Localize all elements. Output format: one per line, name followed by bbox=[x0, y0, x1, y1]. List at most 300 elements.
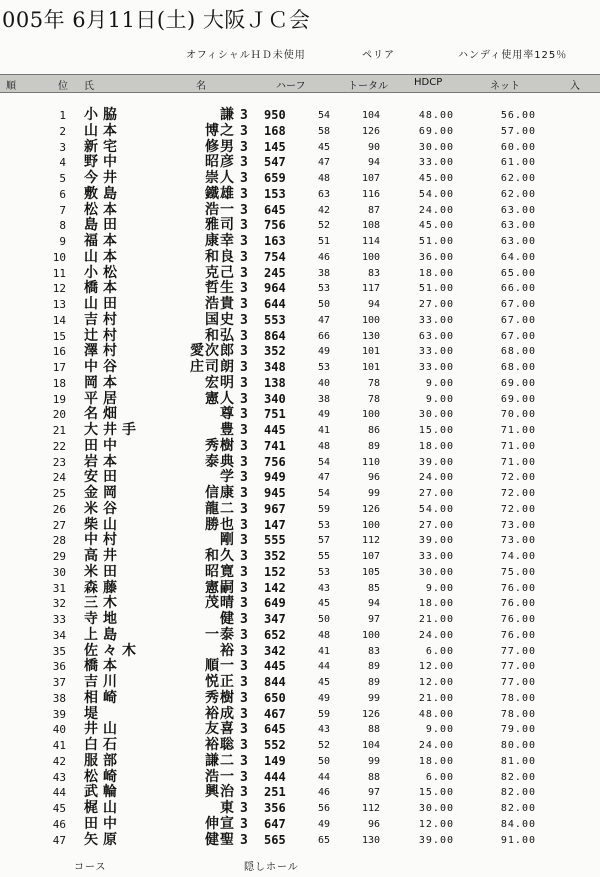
row-code: 3 bbox=[240, 596, 248, 612]
table-row bbox=[0, 549, 600, 565]
table-row bbox=[0, 833, 600, 849]
row-second-half: 54 bbox=[317, 488, 330, 499]
row-surname: 岡本 bbox=[84, 374, 122, 391]
row-given-name: 友喜 bbox=[205, 721, 235, 738]
row-total: 94 bbox=[367, 299, 380, 310]
row-half-score: 251 bbox=[264, 785, 286, 800]
row-second-half: 53 bbox=[317, 519, 330, 531]
row-surname: 橋本 bbox=[84, 658, 122, 675]
row-rank: 33 bbox=[52, 613, 66, 626]
row-total: 96 bbox=[367, 818, 380, 830]
row-total: 87 bbox=[367, 204, 380, 216]
row-second-half: 50 bbox=[317, 755, 330, 767]
row-second-half: 52 bbox=[317, 740, 330, 751]
table-row bbox=[0, 281, 600, 297]
row-net: 61.00 bbox=[500, 157, 536, 169]
row-total: 105 bbox=[361, 566, 380, 578]
row-rank: 4 bbox=[59, 156, 66, 170]
row-half-score: 356 bbox=[264, 801, 286, 815]
row-code: 3 bbox=[240, 801, 248, 816]
row-rank: 27 bbox=[52, 518, 66, 532]
row-second-half: 43 bbox=[317, 582, 330, 594]
row-code: 3 bbox=[240, 249, 248, 265]
row-given-name: 博之 bbox=[205, 122, 235, 139]
row-net: 73.00 bbox=[500, 535, 536, 547]
row-code: 3 bbox=[240, 612, 248, 627]
row-given-name: 信康 bbox=[205, 485, 235, 501]
row-second-half: 59 bbox=[317, 503, 330, 515]
header-total: トータル bbox=[348, 81, 388, 92]
row-second-half: 46 bbox=[317, 251, 330, 263]
row-rank: 7 bbox=[59, 203, 66, 217]
row-total: 100 bbox=[361, 251, 380, 263]
table-row bbox=[0, 486, 600, 502]
row-code: 3 bbox=[240, 423, 248, 438]
row-second-half: 55 bbox=[317, 551, 330, 562]
row-half-score: 741 bbox=[264, 438, 286, 453]
row-given-name: 裕成 bbox=[205, 705, 235, 722]
table-row bbox=[0, 407, 600, 423]
row-code: 3 bbox=[240, 564, 248, 580]
row-net: 65.00 bbox=[500, 267, 536, 279]
row-second-half: 41 bbox=[317, 425, 330, 436]
table-row bbox=[0, 581, 600, 597]
row-net: 57.00 bbox=[500, 125, 536, 137]
header-net: ネット bbox=[490, 81, 520, 92]
row-half-score: 950 bbox=[264, 108, 286, 122]
row-rank: 6 bbox=[59, 187, 66, 201]
row-net: 82.00 bbox=[500, 787, 536, 799]
row-code: 3 bbox=[240, 391, 248, 407]
row-second-half: 51 bbox=[317, 236, 330, 247]
row-code: 3 bbox=[240, 171, 248, 186]
row-code: 3 bbox=[240, 234, 248, 249]
row-rank: 37 bbox=[52, 676, 66, 689]
row-second-half: 44 bbox=[317, 771, 330, 783]
row-half-score: 342 bbox=[264, 643, 286, 658]
row-surname: 服部 bbox=[84, 752, 122, 769]
row-rank: 8 bbox=[59, 219, 66, 233]
table-row bbox=[0, 612, 600, 628]
row-total: 83 bbox=[367, 645, 380, 657]
row-net: 68.00 bbox=[500, 346, 536, 358]
row-net: 78.00 bbox=[500, 708, 536, 720]
row-given-name: 豊 bbox=[220, 422, 235, 438]
table-row bbox=[0, 817, 600, 833]
row-code: 3 bbox=[240, 155, 248, 171]
row-given-name: 和久 bbox=[205, 548, 235, 564]
row-second-half: 47 bbox=[317, 472, 330, 484]
row-given-name: 伸宣 bbox=[205, 815, 235, 832]
row-half-score: 467 bbox=[264, 706, 286, 721]
row-surname: 吉村 bbox=[84, 311, 122, 328]
row-second-half: 47 bbox=[317, 157, 330, 169]
row-half-score: 347 bbox=[264, 612, 286, 626]
row-net: 77.00 bbox=[500, 677, 536, 688]
row-hdcp: 54.00 bbox=[418, 503, 454, 515]
header-half: ハーフ bbox=[276, 81, 306, 92]
row-given-name: 秀樹 bbox=[205, 689, 235, 706]
row-given-name: 裕 bbox=[220, 642, 235, 659]
row-code: 3 bbox=[240, 816, 248, 832]
row-surname: 福本 bbox=[84, 233, 122, 249]
row-hdcp: 30.00 bbox=[418, 566, 454, 578]
row-hdcp: 30.00 bbox=[418, 141, 454, 153]
table-row bbox=[0, 596, 600, 612]
row-rank: 19 bbox=[52, 392, 66, 406]
row-total: 116 bbox=[361, 188, 380, 200]
row-given-name: 茂晴 bbox=[205, 595, 235, 612]
row-second-half: 50 bbox=[317, 614, 330, 625]
row-net: 69.00 bbox=[500, 377, 536, 389]
row-net: 82.00 bbox=[500, 771, 536, 783]
row-half-score: 352 bbox=[264, 549, 286, 563]
row-code: 3 bbox=[240, 769, 248, 785]
row-hdcp: 9.00 bbox=[425, 377, 454, 389]
row-surname: 田中 bbox=[84, 437, 122, 454]
row-given-name: 憲嗣 bbox=[205, 579, 235, 596]
row-half-score: 754 bbox=[264, 249, 286, 264]
row-given-name: 和良 bbox=[205, 248, 235, 265]
row-rank: 12 bbox=[52, 282, 66, 296]
row-second-half: 66 bbox=[317, 330, 330, 342]
row-given-name: 東 bbox=[220, 800, 235, 816]
row-code: 3 bbox=[240, 123, 248, 139]
table-row bbox=[0, 218, 600, 234]
row-hdcp: 51.00 bbox=[418, 283, 454, 295]
table-row bbox=[0, 423, 600, 439]
header-hdcp: HDCP bbox=[414, 77, 443, 88]
row-hdcp: 30.00 bbox=[418, 409, 454, 421]
row-net: 76.00 bbox=[500, 614, 536, 625]
row-code: 3 bbox=[240, 706, 248, 722]
row-surname: 島田 bbox=[84, 217, 122, 234]
row-given-name: 昭彦 bbox=[205, 154, 235, 171]
row-second-half: 49 bbox=[317, 692, 330, 704]
row-hdcp: 33.00 bbox=[418, 314, 454, 326]
row-rank: 18 bbox=[52, 376, 66, 390]
row-total: 89 bbox=[367, 661, 380, 673]
row-hdcp: 63.00 bbox=[418, 330, 454, 342]
row-half-score: 444 bbox=[264, 769, 286, 784]
row-hdcp: 21.00 bbox=[418, 692, 454, 704]
row-second-half: 38 bbox=[317, 267, 330, 279]
row-half-score: 547 bbox=[264, 155, 286, 170]
row-rank: 38 bbox=[52, 691, 66, 705]
row-given-name: 謙 bbox=[220, 107, 235, 123]
row-second-half: 48 bbox=[317, 173, 330, 184]
row-half-score: 163 bbox=[264, 234, 286, 248]
row-code: 3 bbox=[240, 218, 248, 234]
row-half-score: 864 bbox=[264, 328, 286, 343]
header-position: 位 bbox=[58, 81, 68, 92]
row-half-score: 647 bbox=[264, 816, 286, 831]
row-hdcp: 6.00 bbox=[425, 771, 454, 783]
row-net: 72.00 bbox=[500, 472, 536, 484]
row-half-score: 552 bbox=[264, 738, 286, 752]
row-code: 3 bbox=[240, 375, 248, 391]
row-code: 3 bbox=[240, 785, 248, 801]
row-rank: 13 bbox=[52, 298, 66, 311]
row-total: 110 bbox=[361, 456, 380, 468]
row-given-name: 健 bbox=[220, 611, 235, 627]
table-row bbox=[0, 124, 600, 140]
row-given-name: 浩一 bbox=[205, 201, 235, 218]
row-total: 99 bbox=[367, 692, 380, 704]
row-total: 112 bbox=[361, 803, 380, 814]
row-surname: 中谷 bbox=[84, 359, 122, 375]
row-half-score: 555 bbox=[264, 533, 286, 548]
row-hdcp: 18.00 bbox=[418, 440, 454, 452]
row-rank: 43 bbox=[52, 770, 66, 784]
row-rank: 21 bbox=[52, 424, 66, 437]
row-given-name: 克己 bbox=[205, 264, 235, 281]
row-surname: 堤 bbox=[84, 705, 103, 722]
row-second-half: 42 bbox=[317, 204, 330, 216]
row-second-half: 45 bbox=[317, 141, 330, 153]
row-second-half: 44 bbox=[317, 661, 330, 673]
row-second-half: 47 bbox=[317, 314, 330, 326]
row-half-score: 138 bbox=[264, 375, 286, 390]
header-entry: 入 bbox=[570, 81, 580, 92]
row-hdcp: 9.00 bbox=[425, 582, 454, 594]
table-row bbox=[0, 250, 600, 266]
row-given-name: 学 bbox=[220, 469, 235, 486]
table-row bbox=[0, 785, 600, 801]
row-total: 126 bbox=[361, 125, 380, 137]
footer-hidden-holes: 隠しホール bbox=[244, 862, 299, 873]
row-total: 100 bbox=[361, 409, 380, 421]
row-second-half: 52 bbox=[317, 220, 330, 232]
row-rank: 25 bbox=[52, 487, 66, 500]
row-half-score: 340 bbox=[264, 391, 286, 406]
row-half-score: 245 bbox=[264, 265, 286, 280]
table-row bbox=[0, 675, 600, 691]
row-half-score: 949 bbox=[264, 470, 286, 485]
official-hd-note: オフィシャルＨＤ未使用 bbox=[186, 50, 306, 61]
row-hdcp: 12.00 bbox=[418, 661, 454, 673]
row-net: 68.00 bbox=[500, 362, 536, 373]
table-row bbox=[0, 392, 600, 408]
row-net: 79.00 bbox=[500, 724, 536, 736]
row-hdcp: 9.00 bbox=[425, 724, 454, 736]
table-row bbox=[0, 644, 600, 660]
row-rank: 34 bbox=[52, 628, 66, 642]
row-second-half: 45 bbox=[317, 677, 330, 688]
row-hdcp: 54.00 bbox=[418, 188, 454, 200]
row-code: 3 bbox=[240, 202, 248, 218]
row-net: 63.00 bbox=[500, 220, 536, 232]
row-second-half: 54 bbox=[317, 110, 330, 121]
row-surname: 三木 bbox=[84, 595, 122, 612]
row-rank: 23 bbox=[52, 455, 66, 469]
row-code: 3 bbox=[240, 690, 248, 706]
row-hdcp: 21.00 bbox=[418, 614, 454, 625]
row-second-half: 48 bbox=[317, 440, 330, 452]
row-half-score: 168 bbox=[264, 123, 286, 138]
row-hdcp: 33.00 bbox=[418, 362, 454, 373]
row-rank: 9 bbox=[59, 235, 66, 248]
row-half-score: 967 bbox=[264, 501, 286, 516]
row-given-name: 国史 bbox=[205, 311, 235, 328]
results-table bbox=[0, 108, 600, 848]
row-rank: 45 bbox=[52, 802, 66, 815]
row-rank: 28 bbox=[52, 534, 66, 548]
row-hdcp: 18.00 bbox=[418, 598, 454, 610]
row-total: 130 bbox=[361, 834, 380, 846]
row-given-name: 裕聡 bbox=[205, 737, 235, 753]
row-surname: 小松 bbox=[84, 264, 122, 281]
row-hdcp: 33.00 bbox=[418, 551, 454, 562]
row-net: 81.00 bbox=[500, 755, 536, 767]
row-half-score: 751 bbox=[264, 407, 286, 422]
row-half-score: 964 bbox=[264, 281, 286, 296]
row-total: 96 bbox=[367, 472, 380, 484]
header-rank-mark: 順 bbox=[6, 81, 16, 92]
row-surname: 柴山 bbox=[84, 516, 122, 533]
row-surname: 安田 bbox=[84, 469, 122, 486]
row-second-half: 63 bbox=[317, 188, 330, 200]
row-net: 56.00 bbox=[500, 110, 536, 121]
row-total: 107 bbox=[361, 551, 380, 562]
row-code: 3 bbox=[240, 517, 248, 533]
table-row bbox=[0, 108, 600, 124]
row-total: 88 bbox=[367, 771, 380, 783]
row-given-name: 健聖 bbox=[205, 831, 235, 848]
table-row bbox=[0, 533, 600, 549]
row-second-half: 49 bbox=[317, 818, 330, 830]
row-total: 108 bbox=[361, 220, 380, 232]
row-net: 74.00 bbox=[500, 551, 536, 562]
row-surname: 小脇 bbox=[84, 107, 122, 123]
row-code: 3 bbox=[240, 186, 248, 202]
row-surname: 寺地 bbox=[84, 611, 122, 627]
row-surname: 米谷 bbox=[84, 500, 122, 517]
row-half-score: 756 bbox=[264, 218, 286, 233]
row-given-name: 修男 bbox=[205, 138, 235, 155]
row-given-name: 龍二 bbox=[205, 500, 235, 517]
row-code: 3 bbox=[240, 438, 248, 454]
row-net: 77.00 bbox=[500, 645, 536, 657]
row-net: 91.00 bbox=[500, 834, 536, 846]
row-second-half: 49 bbox=[317, 409, 330, 421]
row-rank: 31 bbox=[52, 581, 66, 595]
row-given-name: 尊 bbox=[220, 406, 235, 423]
row-net: 69.00 bbox=[500, 393, 536, 405]
row-second-half: 65 bbox=[317, 834, 330, 846]
row-given-name: 哲生 bbox=[205, 280, 235, 297]
row-code: 3 bbox=[240, 659, 248, 675]
table-row bbox=[0, 376, 600, 392]
row-total: 97 bbox=[367, 614, 380, 625]
row-surname: 松崎 bbox=[84, 768, 122, 785]
table-row bbox=[0, 565, 600, 581]
row-net: 76.00 bbox=[500, 629, 536, 641]
row-net: 64.00 bbox=[500, 251, 536, 263]
row-net: 76.00 bbox=[500, 582, 536, 594]
table-row bbox=[0, 234, 600, 250]
row-total: 126 bbox=[361, 708, 380, 720]
row-half-score: 147 bbox=[264, 517, 286, 532]
row-code: 3 bbox=[240, 470, 248, 486]
row-net: 84.00 bbox=[500, 818, 536, 830]
table-row bbox=[0, 738, 600, 754]
row-net: 82.00 bbox=[500, 803, 536, 814]
row-surname: 山本 bbox=[84, 122, 122, 139]
row-second-half: 53 bbox=[317, 566, 330, 578]
row-code: 3 bbox=[240, 486, 248, 501]
row-code: 3 bbox=[240, 580, 248, 596]
row-given-name: 庄司朗 bbox=[190, 359, 235, 375]
row-hdcp: 33.00 bbox=[418, 157, 454, 169]
row-half-score: 142 bbox=[264, 580, 286, 595]
row-total: 101 bbox=[361, 346, 380, 358]
row-surname: 大井手 bbox=[84, 422, 141, 438]
row-total: 100 bbox=[361, 629, 380, 641]
row-surname: 山田 bbox=[84, 296, 122, 312]
row-rank: 46 bbox=[52, 817, 66, 831]
row-total: 90 bbox=[367, 141, 380, 153]
row-given-name: 剛 bbox=[220, 532, 235, 549]
row-total: 100 bbox=[361, 519, 380, 531]
row-hdcp: 18.00 bbox=[418, 755, 454, 767]
row-code: 3 bbox=[240, 281, 248, 297]
row-code: 3 bbox=[240, 627, 248, 643]
row-total: 86 bbox=[367, 425, 380, 436]
row-hdcp: 51.00 bbox=[418, 236, 454, 247]
row-hdcp: 15.00 bbox=[418, 787, 454, 799]
row-total: 112 bbox=[361, 535, 380, 547]
row-surname: 矢原 bbox=[84, 831, 122, 848]
row-given-name: 崇人 bbox=[205, 170, 235, 186]
table-row bbox=[0, 266, 600, 282]
row-rank: 40 bbox=[52, 723, 66, 737]
row-surname: 金岡 bbox=[84, 485, 122, 501]
row-hdcp: 15.00 bbox=[418, 425, 454, 436]
header-given-name: 名 bbox=[196, 81, 206, 92]
row-total: 104 bbox=[361, 740, 380, 751]
row-total: 89 bbox=[367, 440, 380, 452]
table-row bbox=[0, 470, 600, 486]
row-net: 66.00 bbox=[500, 283, 536, 295]
row-second-half: 56 bbox=[317, 803, 330, 814]
row-net: 73.00 bbox=[500, 519, 536, 531]
row-surname: 澤村 bbox=[84, 343, 122, 360]
row-hdcp: 48.00 bbox=[418, 708, 454, 720]
table-row bbox=[0, 344, 600, 360]
row-surname: 相崎 bbox=[84, 689, 122, 706]
row-hdcp: 45.00 bbox=[418, 173, 454, 184]
row-hdcp: 12.00 bbox=[418, 818, 454, 830]
row-half-score: 652 bbox=[264, 627, 286, 642]
row-half-score: 844 bbox=[264, 675, 286, 689]
row-net: 71.00 bbox=[500, 456, 536, 468]
row-net: 67.00 bbox=[500, 299, 536, 310]
row-code: 3 bbox=[240, 265, 248, 281]
row-total: 114 bbox=[361, 236, 380, 247]
row-total: 99 bbox=[367, 755, 380, 767]
footer-course: コース bbox=[74, 862, 107, 873]
row-rank: 10 bbox=[52, 250, 66, 264]
row-half-score: 645 bbox=[264, 722, 286, 737]
row-rank: 29 bbox=[52, 550, 66, 563]
row-code: 3 bbox=[240, 738, 248, 753]
row-net: 67.00 bbox=[500, 330, 536, 342]
row-net: 71.00 bbox=[500, 440, 536, 452]
row-rank: 35 bbox=[52, 644, 66, 658]
row-hdcp: 27.00 bbox=[418, 519, 454, 531]
row-hdcp: 39.00 bbox=[418, 456, 454, 468]
